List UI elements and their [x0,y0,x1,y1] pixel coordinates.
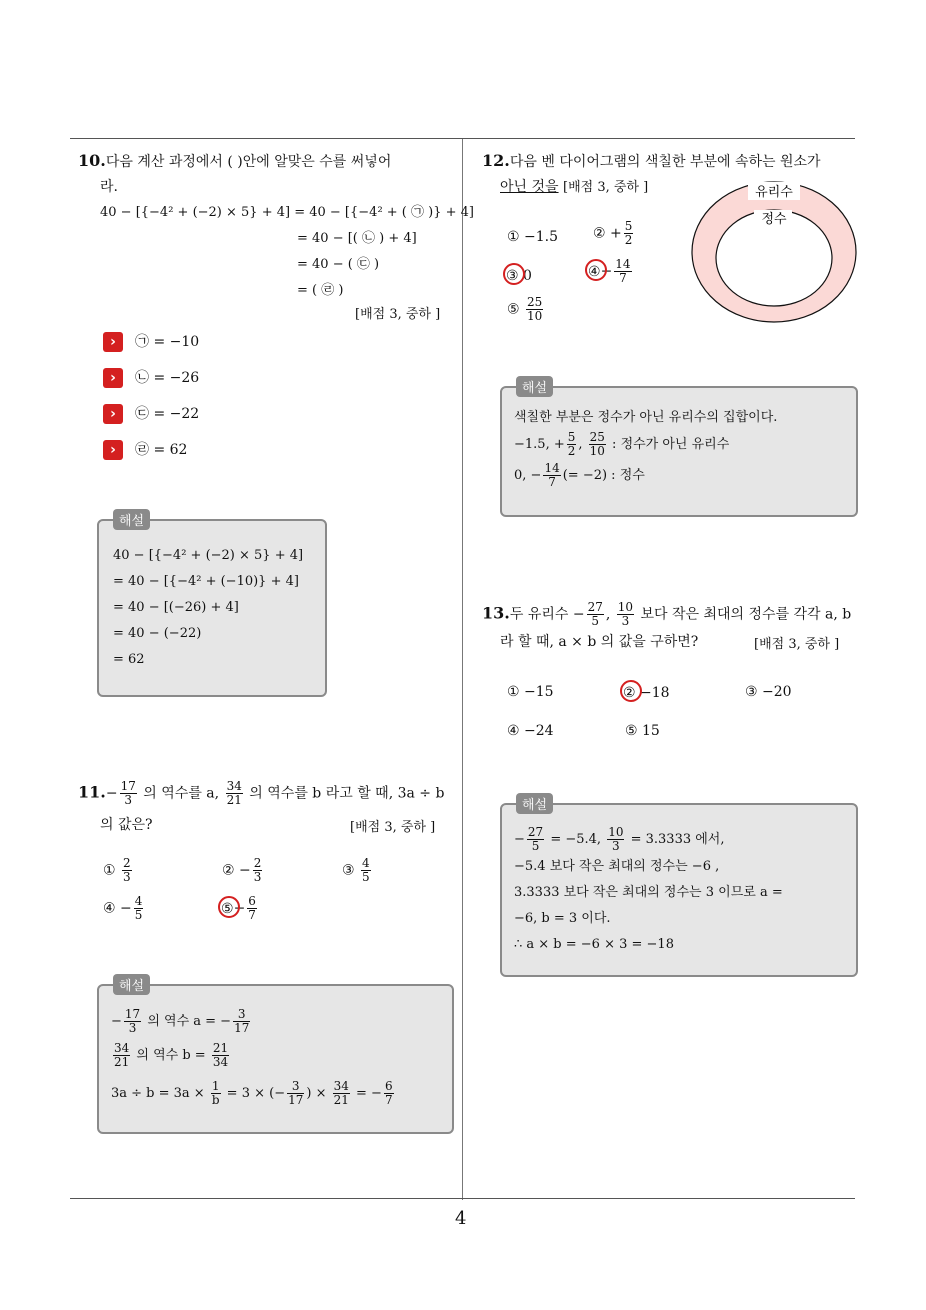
q13-option-4[interactable]: ④ −24 [507,723,554,739]
selected-circle-icon [503,263,525,285]
q13-number: 13. [482,603,510,623]
q12-line1 [482,150,821,173]
q10-sol-line: 40 − [{−4² + (−2) × 5} + 4] [113,548,304,563]
page-number: 4 [455,1208,467,1229]
q11-text2: 의 값은? [100,817,153,833]
q11-neg: − [105,785,118,802]
bottom-rule [70,1198,855,1199]
q10-sol-line: = 62 [113,652,145,667]
q12-option-4[interactable]: ④− $\frac{14}{7}$ [585,258,634,285]
q10-number: 10. [78,151,106,170]
q11-frac2: $\frac{34}{21}$ [226,779,242,807]
q12-text2: 아닌 것을 [500,179,559,195]
q10-sol-line: = 40 − (−22) [113,626,202,641]
q13-sol-line4: −6, b = 3 이다. [514,911,611,926]
chevron-right-icon: › [103,440,123,460]
q10-answer-1 [103,331,199,352]
q11-option-2[interactable]: ② − $\frac{2}{3}$ [222,856,262,884]
q13-sol-line5: ∴ a × b = −6 × 3 = −18 [514,937,674,952]
q10-meta: [배점 3, 중하 ] [355,307,441,322]
q10-answer-1-text: ㉠ = −10 [135,334,200,350]
q12-meta: [배점 3, 중하 ] [563,180,649,195]
q13-line1: 13.두 유리수 − $\frac{27}{5}$ , $\frac{10}{3}$ 보다 작은 최대의 정수를 각각 a, b [482,600,852,628]
q10-solution-tag: 해설 [113,509,150,530]
q13-sol-line3: 3.3333 보다 작은 최대의 정수는 3 이므로 a = [514,885,783,900]
q10-answer-4 [103,439,187,460]
q11-sol-line2: $\frac{34}{21}$ 의 역수 b = $\frac{21}{34}$ [114,1041,229,1069]
q11-mid1: 의 역수를 a, [138,785,224,802]
venn-diagram [690,180,860,325]
q11-solution-tag: 해설 [113,974,150,995]
q13-text2: 라 할 때, a × b 의 값을 구하면? [500,634,699,650]
q12-option-3[interactable]: ③ 0 [503,265,532,287]
q12-sol-line3: 0, − $\frac{14}{7}$ (= −2) : 정수 [514,461,645,489]
q10-eq3: = 40 − ( ㉢ ) [297,257,380,272]
q13-option-3[interactable]: ③ −20 [745,684,792,700]
selected-circle-icon [218,896,240,918]
q12-option-1[interactable]: ① −1.5 [507,229,558,245]
q11-line1 [78,780,444,807]
q11-meta: [배점 3, 중하 ] [350,820,436,835]
q11-option-3[interactable]: ③ $\frac{4}{5}$ [342,856,370,884]
q10-eq1: 40 − [{−4² + (−2) × 5} + 4] = 40 − [{−4² + ( ㉠ )} + 4] [100,205,474,220]
q11-mid2: 의 역수를 b 라고 할 때, 3a ÷ b [244,785,445,802]
q10-answer-2-text: ㉡ = −26 [135,370,200,386]
selected-circle-icon [620,680,642,702]
venn-inner-label: 정수 [761,212,787,227]
q10-line1 [78,150,391,173]
q13-sol-line2: −5.4 보다 작은 최대의 정수는 −6 , [514,859,720,874]
q13-option-1[interactable]: ① −15 [507,684,554,700]
q12-sol-line1: 색칠한 부분은 정수가 아닌 유리수의 집합이다. [514,410,778,425]
q11-frac1: $\frac{17}{3}$ [120,779,136,807]
q12-number: 12. [482,151,510,170]
q10-text1: 다음 계산 과정에서 ( )안에 알맞은 수를 써넣어 [105,154,392,170]
q10-eq4: = ( ㉣ ) [297,283,344,298]
column-divider [462,139,463,1200]
q10-sol-line: = 40 − [(−26) + 4] [113,600,239,615]
chevron-right-icon: › [103,332,123,352]
q11-sol-line3: 3a ÷ b = 3a × $\frac{1}{b}$ = 3 × (− $\frac{3}{17}$ ) × $\frac{34}{21}$ = − $\frac{6}{7}$ [111,1079,393,1107]
q11-option-1[interactable]: ① $\frac{2}{3}$ [103,856,131,884]
q12-line2 [500,176,648,199]
venn-outer-label: 유리수 [755,185,793,200]
q13-option-5[interactable]: ⑤ 15 [625,723,660,739]
q13-meta: [배점 3, 중하 ] [754,637,840,652]
q10-sol-line: = 40 − [{−4² + (−10)} + 4] [113,574,299,589]
selected-circle-icon [585,259,607,281]
q12-option-2[interactable]: ② + $\frac{5}{2}$ [593,219,633,247]
q12-text1: 다음 벤 다이어그램의 색칠한 부분에 속하는 원소가 [509,154,821,170]
q11-option-4[interactable]: ④ − $\frac{4}{5}$ [103,894,143,922]
q10-solution-lines [113,543,303,673]
q11-sol-line1: − $\frac{17}{3}$ 의 역수 a = − $\frac{3}{17}$ [111,1007,250,1035]
q10-answer-2 [103,367,199,388]
q12-option-5[interactable]: ⑤ $\frac{25}{10}$ [507,295,543,323]
q10-eq2: = 40 − [( ㉡ ) + 4] [297,231,417,246]
q10-answer-3 [103,403,199,424]
q10-answer-3-text: ㉢ = −22 [135,406,200,422]
q11-option-5[interactable]: ⑤− $\frac{6}{7}$ [218,895,259,922]
chevron-right-icon: › [103,404,123,424]
q13-option-2[interactable]: ② −18 [620,682,670,704]
q10-answer-4-text: ㉣ = 62 [135,442,188,458]
q13-sol-line1: − $\frac{27}{5}$ = −5.4, $\frac{10}{3}$ = 3.3333 에서, [514,825,725,853]
q12-sol-line2: −1.5, + $\frac{5}{2}$ , $\frac{25}{10}$ : 정수가 아닌 유리수 [514,430,730,458]
q10-text2: 라. [100,179,118,195]
q12-solution-tag: 해설 [516,376,553,397]
q13-solution-tag: 해설 [516,793,553,814]
q11-number: 11. [78,782,106,802]
chevron-right-icon: › [103,368,123,388]
